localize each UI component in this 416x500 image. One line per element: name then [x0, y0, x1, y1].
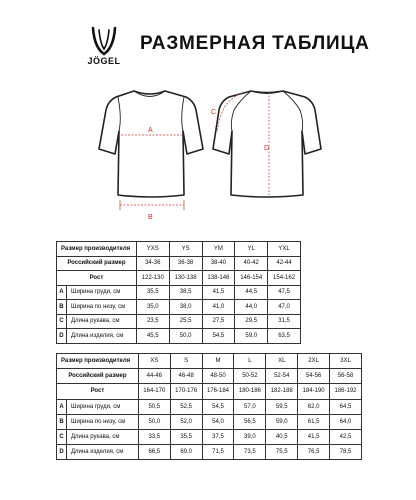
- measure-code: A: [57, 399, 67, 414]
- value-cell: 42,5: [330, 429, 362, 444]
- value-cell: 59,0: [235, 329, 268, 344]
- height-cell: 170-176: [170, 384, 202, 399]
- measure-label: Ширина груди, см: [66, 399, 138, 414]
- junior-size-table: [56, 241, 301, 344]
- value-cell: 41,5: [202, 285, 235, 300]
- header-label: Размер производителя: [57, 242, 137, 257]
- measure-label: Длина рукава, см: [66, 314, 136, 329]
- size-cell: YM: [202, 242, 235, 257]
- value-cell: 52,0: [170, 414, 202, 429]
- value-cell: 57,0: [234, 399, 266, 414]
- measure-code: B: [57, 300, 67, 315]
- value-cell: 50,0: [169, 329, 202, 344]
- height-cell: 180-186: [234, 384, 266, 399]
- value-cell: 66,5: [138, 445, 170, 460]
- size-cell: YXL: [268, 242, 301, 257]
- value-cell: 40,5: [266, 429, 298, 444]
- russian-size-cell: 48-50: [202, 369, 234, 384]
- page-header: [0, 0, 416, 80]
- russian-size-cell: 44-46: [138, 369, 170, 384]
- height-cell: 186-192: [330, 384, 362, 399]
- value-cell: 25,5: [169, 314, 202, 329]
- size-cell: YS: [169, 242, 202, 257]
- russian-size-cell: 34-36: [136, 256, 169, 271]
- adult-size-table: [56, 353, 362, 460]
- value-cell: 56,5: [234, 414, 266, 429]
- value-cell: 37,5: [202, 429, 234, 444]
- measure-code: B: [57, 414, 67, 429]
- value-cell: 23,5: [136, 314, 169, 329]
- value-cell: 64,5: [330, 399, 362, 414]
- russian-size-cell: 46-48: [170, 369, 202, 384]
- page-title: РАЗМЕРНАЯ ТАБЛИЦА: [140, 33, 370, 54]
- measure-label: Длина изделия, см: [66, 329, 136, 344]
- russian-size-cell: 56-58: [330, 369, 362, 384]
- table-row: [57, 414, 362, 429]
- measure-label-b: B: [148, 214, 153, 221]
- value-cell: 69,0: [170, 445, 202, 460]
- value-cell: 62,0: [298, 399, 330, 414]
- value-cell: 54,0: [202, 414, 234, 429]
- size-cell: XL: [266, 354, 298, 369]
- table-row: [57, 256, 301, 271]
- table-row: [57, 242, 301, 257]
- table-row: [57, 369, 362, 384]
- table-row: [57, 399, 362, 414]
- size-cell: L: [234, 354, 266, 369]
- measure-label-d: D: [264, 145, 270, 152]
- value-cell: 50,0: [138, 414, 170, 429]
- height-cell: 182-188: [266, 384, 298, 399]
- value-cell: 63,5: [268, 329, 301, 344]
- height-label: Рост: [57, 384, 139, 399]
- value-cell: 75,5: [266, 445, 298, 460]
- value-cell: 61,5: [298, 414, 330, 429]
- value-cell: 27,5: [202, 314, 235, 329]
- height-label: Рост: [57, 271, 137, 286]
- value-cell: 50,5: [138, 399, 170, 414]
- value-cell: 33,5: [138, 429, 170, 444]
- height-cell: 154-162: [268, 271, 301, 286]
- russian-size-cell: 50-52: [234, 369, 266, 384]
- brand-logo-icon: [80, 20, 128, 76]
- value-cell: 47,0: [268, 300, 301, 315]
- table-row: [57, 271, 301, 286]
- table-row: [57, 445, 362, 460]
- table-row: [57, 429, 362, 444]
- measure-code: C: [57, 314, 67, 329]
- table-row: [57, 300, 301, 315]
- measure-label-c: C: [211, 109, 217, 116]
- header-label: Размер производителя: [57, 354, 139, 369]
- brand-name: JÖGEL: [87, 56, 121, 66]
- russian-size-label: Российский размер: [57, 369, 139, 384]
- value-cell: 35,5: [136, 285, 169, 300]
- value-cell: 31,5: [268, 314, 301, 329]
- height-cell: 176-184: [202, 384, 234, 399]
- size-cell: YXS: [136, 242, 169, 257]
- measure-label: Длина изделия, см: [66, 445, 138, 460]
- value-cell: 41,0: [202, 300, 235, 315]
- value-cell: 39,0: [234, 429, 266, 444]
- value-cell: 59,5: [266, 399, 298, 414]
- measure-label: Ширина по низу, см: [66, 414, 138, 429]
- measure-code: C: [57, 429, 67, 444]
- value-cell: 76,5: [298, 445, 330, 460]
- russian-size-label: Российский размер: [57, 256, 137, 271]
- value-cell: 35,0: [136, 300, 169, 315]
- value-cell: 71,5: [202, 445, 234, 460]
- size-cell: 2XL: [298, 354, 330, 369]
- russian-size-cell: 52-54: [266, 369, 298, 384]
- value-cell: 47,5: [268, 285, 301, 300]
- measure-label: Длина рукава, см: [66, 429, 138, 444]
- value-cell: 73,5: [234, 445, 266, 460]
- height-cell: 146-154: [235, 271, 268, 286]
- value-cell: 59,0: [266, 414, 298, 429]
- russian-size-cell: 36-38: [169, 256, 202, 271]
- size-cell: M: [202, 354, 234, 369]
- measure-label-a: A: [148, 127, 153, 134]
- tshirt-back-icon: [213, 91, 321, 197]
- value-cell: 41,5: [298, 429, 330, 444]
- value-cell: 54,5: [202, 329, 235, 344]
- table-row: [57, 384, 362, 399]
- value-cell: 35,5: [170, 429, 202, 444]
- value-cell: 78,5: [330, 445, 362, 460]
- measure-code: A: [57, 285, 67, 300]
- table-row: [57, 329, 301, 344]
- russian-size-cell: 54-56: [298, 369, 330, 384]
- height-cell: 138-146: [202, 271, 235, 286]
- measure-code: D: [57, 329, 67, 344]
- value-cell: 44,5: [235, 285, 268, 300]
- value-cell: 44,0: [235, 300, 268, 315]
- height-cell: 122-130: [136, 271, 169, 286]
- value-cell: 38,5: [169, 285, 202, 300]
- value-cell: 38,0: [169, 300, 202, 315]
- table-row: [57, 354, 362, 369]
- measure-label: Ширина по низу, см: [66, 300, 136, 315]
- tshirt-measurement-diagram: [0, 80, 416, 230]
- value-cell: 52,5: [170, 399, 202, 414]
- russian-size-cell: 40-42: [235, 256, 268, 271]
- value-cell: 29,5: [235, 314, 268, 329]
- value-cell: 54,5: [202, 399, 234, 414]
- size-cell: XS: [138, 354, 170, 369]
- height-cell: 164-170: [138, 384, 170, 399]
- measure-label: Ширина груди, см: [66, 285, 136, 300]
- height-cell: 184-190: [298, 384, 330, 399]
- table-row: [57, 285, 301, 300]
- size-cell: 3XL: [330, 354, 362, 369]
- table-row: [57, 314, 301, 329]
- value-cell: 64,0: [330, 414, 362, 429]
- russian-size-cell: 38-40: [202, 256, 235, 271]
- tshirt-front-icon: [99, 91, 203, 197]
- size-cell: YL: [235, 242, 268, 257]
- height-cell: 130-138: [169, 271, 202, 286]
- value-cell: 45,5: [136, 329, 169, 344]
- russian-size-cell: 42-44: [268, 256, 301, 271]
- measure-code: D: [57, 445, 67, 460]
- size-cell: S: [170, 354, 202, 369]
